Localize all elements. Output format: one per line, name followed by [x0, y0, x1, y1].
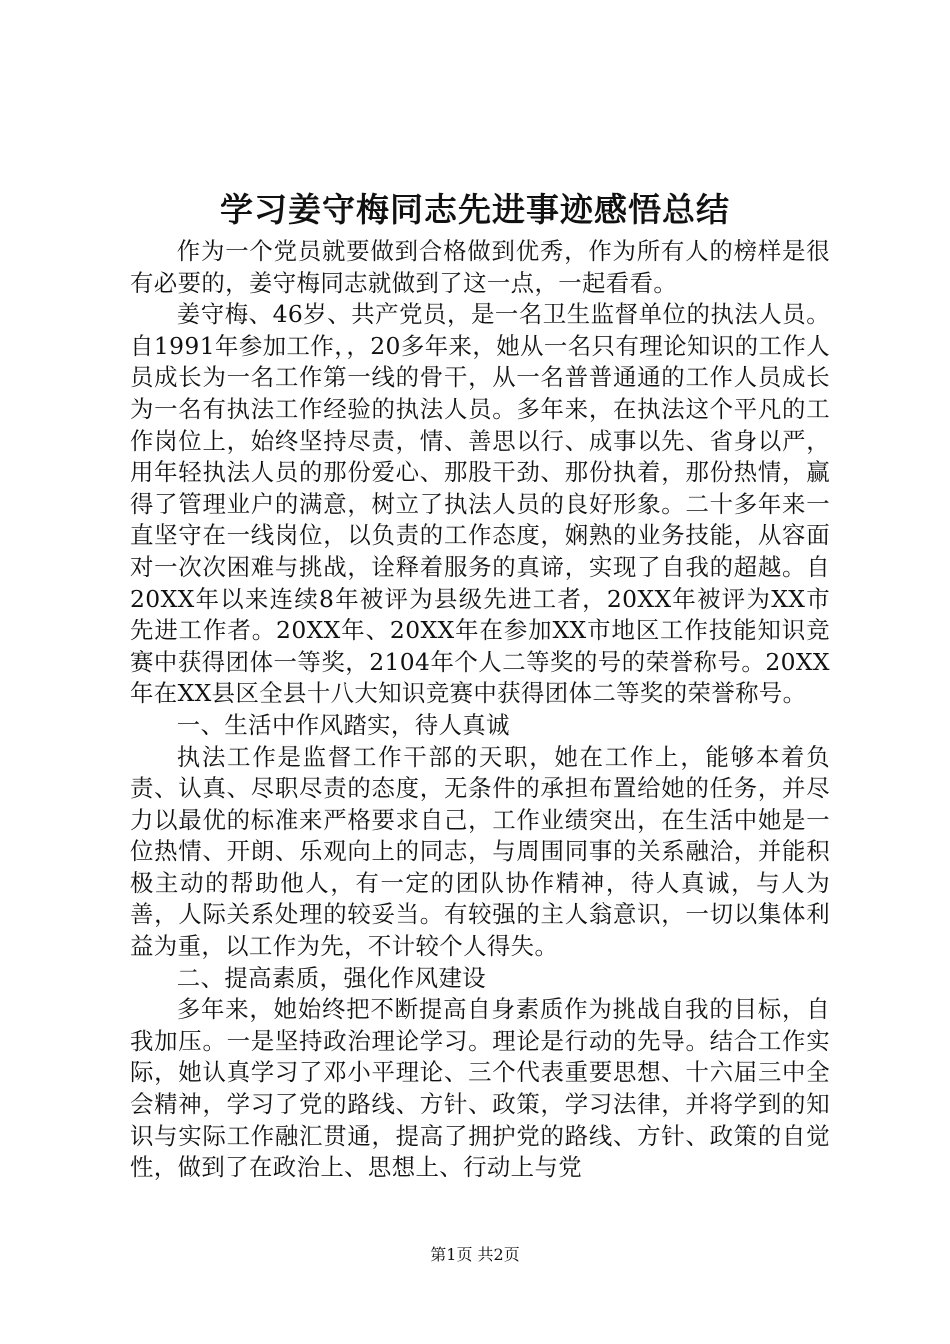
document-title: 学习姜守梅同志先进事迹感悟总结	[220, 190, 730, 229]
paragraph-intro: 作为一个党员就要做到合格做到优秀，作为所有人的榜样是很有必要的，姜守梅同志就做到了这一点，一起看看。	[130, 237, 830, 297]
paragraph-profile: 姜守梅、46岁、共产党员，是一名卫生监督单位的执法人员。自1991年参加工作，，20多年来，她从一名只有理论知识的工作人员成长为一名工作第一线的骨干，从一名普普通通的工作人员成长为一名有执法工作经验的执法人员。多年来，在执法这个平凡的工作岗位上，始终坚持尽责，情、善思以行、成事以先、省身以严，用年轻执法人员的那份爱心、那股干劲、那份执着，那份热情，赢得了管理业户的满意，树立了执法人员的良好形象。二十多年来一直坚守在一线岗位，以负责的工作态度，娴熟的业务技能，从容面对一次次困难与挑战，诠释着服务的真谛，实现了自我的超越。自20XX年以来连续8年被评为县级先进工者，20XX年被评为XX市先进工作者。20XX年、20XX年在参加XX市地区工作技能知识竞赛中获得团体一等奖，2104年个人二等奖的号的荣誉称号。20XX年在XX县区全县十八大知识竞赛中获得团体二等奖的荣誉称号。	[130, 300, 830, 708]
paragraph-section-1: 执法工作是监督工作干部的天职，她在工作上，能够本着负责、认真、尽职尽责的态度，无条件的承担布置给她的任务，并尽力以最优的标准来严格要求自己，工作业绩突出，在生活中她是一位热情、开朗、乐观向上的同志，与周围同事的关系融洽，并能积极主动的帮助他人，有一定的团队协作精神，待人真诚，与人为善，人际关系处理的较妥当。有较强的主人翁意识，一切以集体利益为重，以工作为先，不计较个人得失。	[130, 742, 830, 961]
page-footer: 第1页 共2页	[430, 1245, 520, 1264]
document-body	[130, 236, 830, 1184]
paragraph-section-2: 多年来，她始终把不断提高自身素质作为挑战自我的目标，自我加压。一是坚持政治理论学习。理论是行动的先导。结合工作实际，她认真学习了邓小平理论、三个代表重要思想、十六届三中全会精神，学习了党的路线、方针、政策，学习法律，并将学到的知识与实际工作融汇贯通，提高了拥护党的路线、方针、政策的自觉性，做到了在政治上、思想上、行动上与党	[130, 995, 830, 1182]
section-heading-1: 一、生活中作风踏实，待人真诚	[176, 710, 510, 739]
section-heading-2: 二、提高素质，强化作风建设	[176, 963, 487, 992]
